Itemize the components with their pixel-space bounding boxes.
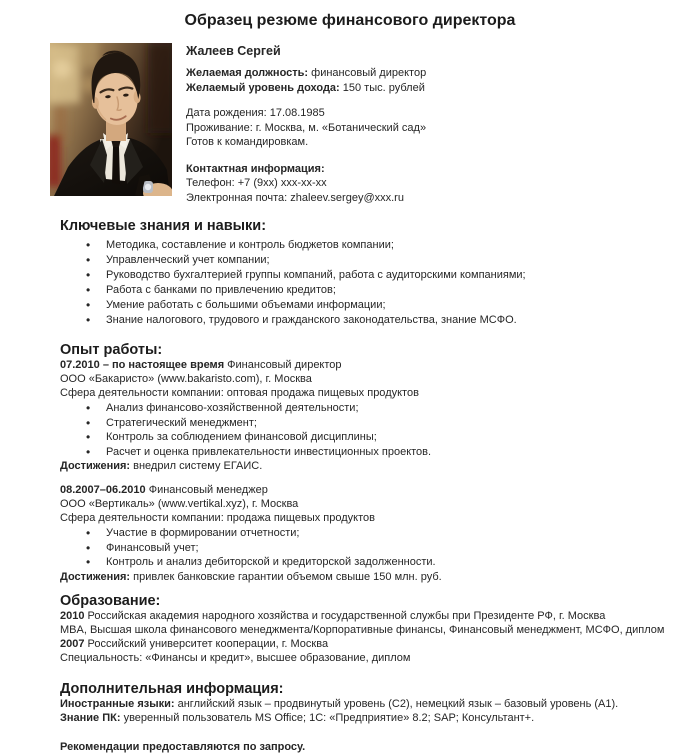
job-duties-list xyxy=(60,401,670,459)
personal-block xyxy=(186,106,426,150)
residence-line: Проживание: г. Москва, м. «Ботанический сад» xyxy=(186,121,427,134)
education-block xyxy=(60,609,670,665)
duty-item: • Участие в формировании отчетности; xyxy=(60,526,670,541)
education-year: 2010 xyxy=(60,609,85,622)
phone-line: Телефон: +7 (9хх) ххх-хх-хх xyxy=(186,177,327,189)
job-entry-1 xyxy=(60,358,670,473)
email-line: Электронная почта: zhaleev.sergey@xxx.ru xyxy=(186,191,404,204)
achievements-text: внедрил систему ЕГАИС. xyxy=(130,460,263,472)
job-position: Финансовый директор xyxy=(224,359,342,371)
job-sphere: Сфера деятельности компании: оптовая продажа пищевых продуктов xyxy=(60,387,419,399)
job-entry-2 xyxy=(60,483,670,584)
portrait-illustration xyxy=(50,43,172,196)
job-company: ООО «Бакаристо» (www.bakaristo.com), г. Москва xyxy=(60,373,312,385)
education-entry xyxy=(60,651,670,665)
achievements-text: привлек банковские гарантии объемом свыше 150 млн. руб. xyxy=(130,570,442,583)
education-entry xyxy=(60,623,670,637)
business-trips-line: Готов к командировкам. xyxy=(186,136,309,148)
duty-item: • Финансовый учет; xyxy=(60,541,670,556)
skill-item: • Работа с банками по привлечению кредитов; xyxy=(60,283,670,298)
duty-item: • Расчет и оценка привлекательности инвестиционных проектов. xyxy=(60,445,670,460)
job-period-line xyxy=(60,358,670,372)
additional-block xyxy=(60,697,670,725)
skill-item: • Методика, составление и контроль бюджетов компании; xyxy=(60,238,670,253)
job-achievements-line xyxy=(60,570,670,584)
education-entry xyxy=(60,637,670,651)
desired-block xyxy=(186,66,426,95)
job-period: 08.2007–06.2010 xyxy=(60,484,146,496)
contact-block xyxy=(186,162,426,206)
achievements-label: Достижения: xyxy=(60,570,131,583)
skills-list xyxy=(60,238,670,328)
education-text: Российская академия народного хозяйства и государственной службы при Президенте РФ, г. Москва xyxy=(84,609,606,622)
pc-skills-value: уверенный пользователь MS Office; 1С: «Предприятие» 8.2; SAP; Консультант+. xyxy=(120,711,535,724)
resume-body xyxy=(0,218,700,754)
skill-item: • Умение работать с большими объемами информации; xyxy=(60,298,670,313)
desired-income-line xyxy=(186,81,426,96)
page-title: Образец резюме финансового директора xyxy=(184,12,516,29)
desired-income-value: 150 тыс. рублей xyxy=(339,81,425,94)
skills-heading: Ключевые знания и навыки: xyxy=(60,218,267,234)
desired-income-label: Желаемый уровень дохода: xyxy=(186,81,340,94)
duty-item: • Стратегический менеджмент; xyxy=(60,416,670,431)
job-period-line xyxy=(60,483,670,497)
desired-position-label: Желаемая должность: xyxy=(186,67,309,79)
desired-position-value: финансовый директор xyxy=(308,67,427,79)
desired-position-line xyxy=(186,66,426,81)
resume-header xyxy=(0,43,700,205)
birth-date-line: Дата рождения: 17.08.1985 xyxy=(186,107,325,119)
duty-item: • Контроль и анализ дебиторской и кредиторской задолженности. xyxy=(60,555,670,570)
languages-label: Иностранные языки: xyxy=(60,697,175,710)
references-note: Рекомендации предоставляются по запросу. xyxy=(60,740,306,753)
job-sphere: Сфера деятельности компании: продажа пищевых продуктов xyxy=(60,512,375,524)
skill-item: • Знание налогового, трудового и гражданского законодательства, знание МСФО. xyxy=(60,313,670,328)
education-text: Российский университет кооперации, г. Москва xyxy=(84,637,329,650)
education-heading: Образование: xyxy=(60,592,161,609)
additional-heading: Дополнительная информация: xyxy=(60,680,284,697)
duty-item: • Анализ финансово-хозяйственной деятельности; xyxy=(60,401,670,416)
education-text: MBA, Высшая школа финансового менеджмента/Корпоративные финансы, Финансовый менеджмент, МСФО, диплом xyxy=(60,623,665,636)
education-year: 2007 xyxy=(60,637,85,650)
pc-skills-line xyxy=(60,711,670,725)
education-entry xyxy=(60,609,670,623)
job-duties-list xyxy=(60,526,670,570)
skill-item: • Руководство бухгалтерией группы компаний, работа с аудиторскими компаниями; xyxy=(60,268,670,283)
job-position: Финансовый менеджер xyxy=(145,484,268,496)
job-period: 07.2010 – по настоящее время xyxy=(60,359,225,371)
duty-item: • Контроль за соблюдением финансовой дисциплины; xyxy=(60,430,670,445)
candidate-name: Жалеев Сергей xyxy=(186,44,281,58)
languages-value: английский язык – продвинутый уровень (C2), немецкий язык – базовый уровень (A1). xyxy=(174,697,619,710)
job-achievements-line xyxy=(60,459,670,473)
achievements-label: Достижения: xyxy=(60,460,131,472)
languages-line xyxy=(60,697,670,711)
experience-heading: Опыт работы: xyxy=(60,342,163,358)
header-info xyxy=(172,43,426,205)
education-text: Специальность: «Финансы и кредит», высшее образование, диплом xyxy=(60,651,411,664)
contact-heading: Контактная информация: xyxy=(186,162,325,175)
pc-skills-label: Знание ПК: xyxy=(60,711,121,724)
skill-item: • Управленческий учет компании; xyxy=(60,253,670,268)
job-company: ООО «Вертикаль» (www.vertikal.xyz), г. Москва xyxy=(60,498,299,510)
profile-photo xyxy=(50,43,172,196)
